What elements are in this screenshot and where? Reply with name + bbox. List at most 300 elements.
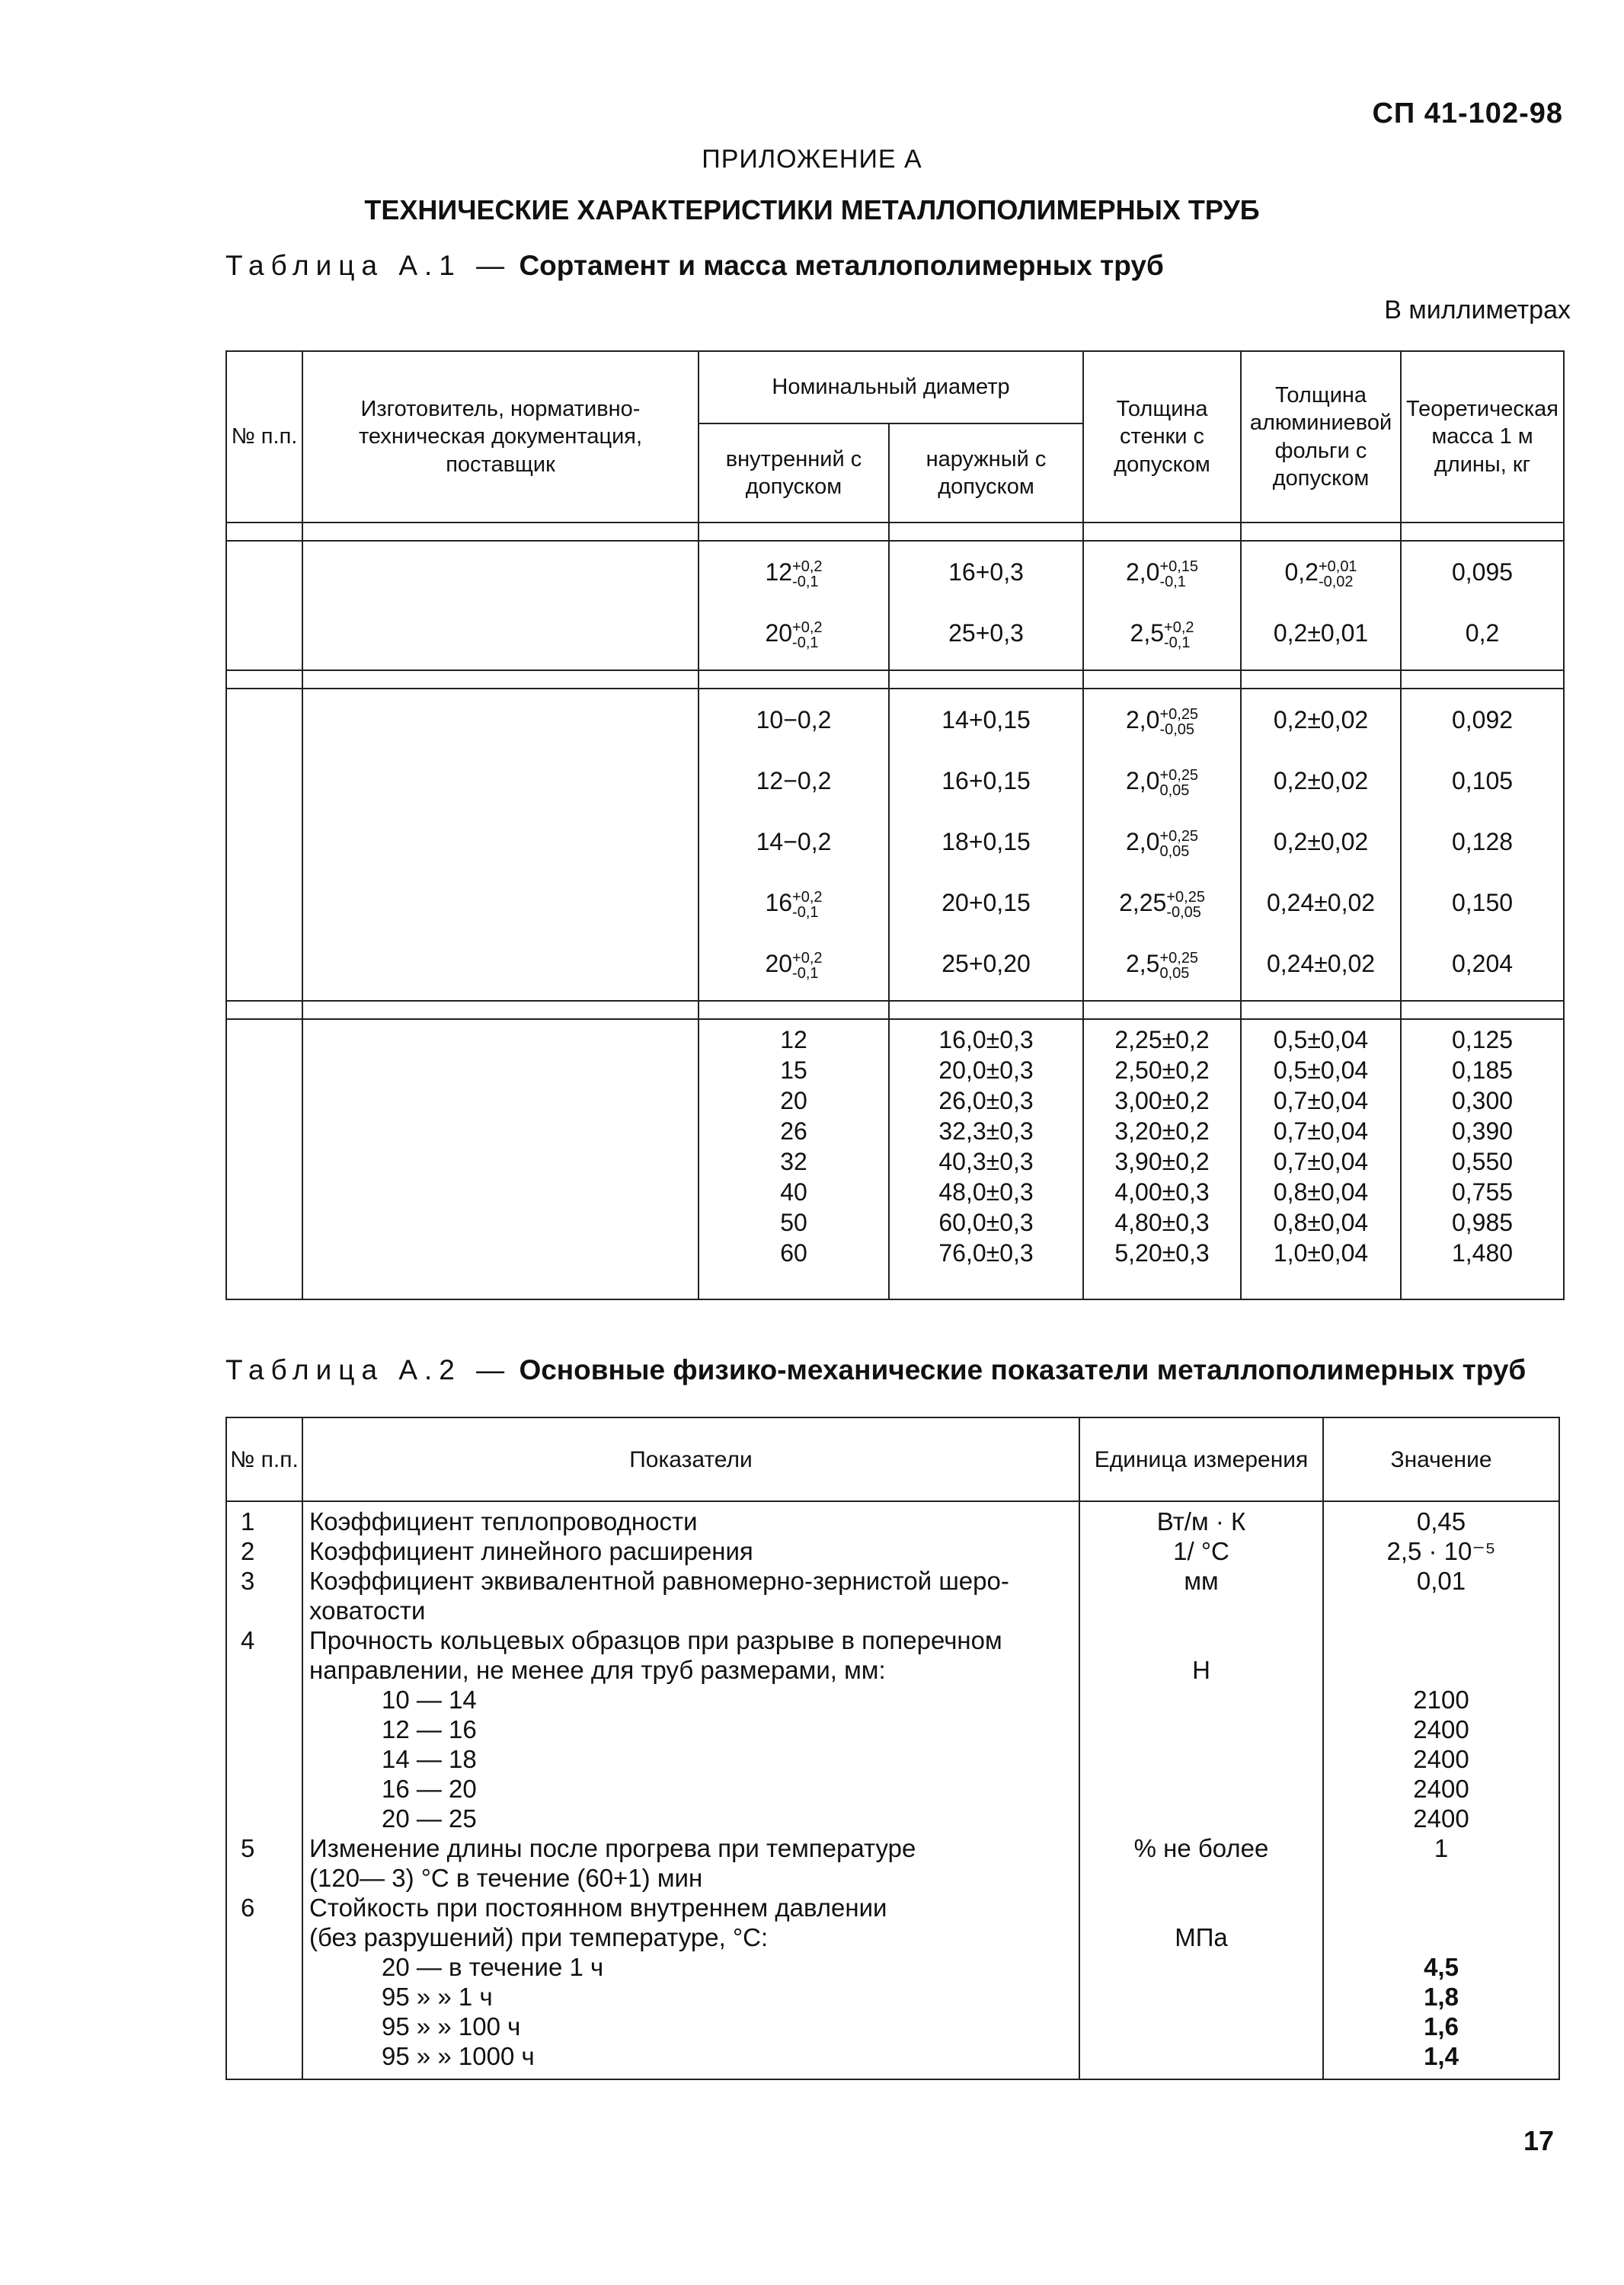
wall-tol-upper: +0,25 — [1159, 949, 1199, 967]
indicator-subitem: 95 » » 100 ч — [382, 2012, 521, 2041]
group-num — [226, 541, 302, 670]
outer-value — [890, 1085, 1082, 1116]
unit-text: мм — [1184, 1567, 1219, 1595]
value-text: 2400 — [1413, 1804, 1469, 1833]
group-num — [226, 1019, 302, 1299]
wall-value — [1084, 602, 1240, 663]
wall-value — [1084, 1177, 1240, 1207]
t2-col-num — [226, 1501, 302, 2079]
outer-value — [890, 1207, 1082, 1238]
value-text: 1,8 — [1424, 1983, 1459, 2011]
indicator-text: направлении, не менее для труб размерами, мм: — [309, 1656, 886, 1684]
outer-base: 16,0±0,3 — [938, 1026, 1034, 1053]
wall-base: 4,80±0,3 — [1114, 1209, 1210, 1236]
indicator-subitem: 14 — 18 — [382, 1745, 477, 1773]
foil-base: 0,8±0,04 — [1273, 1178, 1369, 1206]
inner-tolerance — [792, 559, 822, 590]
outer-base: 16+0,3 — [948, 558, 1024, 586]
col-inner — [699, 1019, 889, 1299]
inner-value — [699, 1238, 888, 1268]
outer-value — [890, 872, 1082, 933]
mass-base: 1,480 — [1451, 1239, 1514, 1267]
outer-value — [890, 933, 1082, 994]
unit-text — [1080, 1774, 1322, 1804]
col-outer — [889, 689, 1083, 1001]
inner-value — [699, 542, 888, 602]
header-outer: наружный с допуском — [889, 423, 1083, 523]
unit-text — [1080, 1982, 1322, 2012]
wall-tol-upper: +0,25 — [1159, 766, 1199, 784]
wall-base: 2,25±0,2 — [1114, 1026, 1210, 1053]
row-num — [241, 1685, 302, 1715]
mass-value — [1402, 1055, 1563, 1085]
mass-base: 0,150 — [1451, 889, 1514, 916]
unit-text — [1080, 1596, 1322, 1625]
mass-value — [1402, 1116, 1563, 1146]
outer-base: 76,0±0,3 — [938, 1239, 1034, 1267]
wall-value — [1084, 542, 1240, 602]
inner-tol-lower: -0,1 — [792, 573, 819, 590]
page-title: ТЕХНИЧЕСКИЕ ХАРАКТЕРИСТИКИ МЕТАЛЛОПОЛИМЕРНЫХ ТРУБ — [364, 194, 1260, 225]
value-text — [1324, 1625, 1558, 1655]
outer-value — [890, 689, 1082, 750]
unit-text — [1080, 1744, 1322, 1774]
t2-header-num: № п.п. — [226, 1417, 302, 1501]
outer-base: 48,0±0,3 — [938, 1178, 1034, 1206]
wall-value — [1084, 1238, 1240, 1268]
indicator-subitem: 12 — 16 — [382, 1715, 477, 1743]
mass-base: 0,550 — [1451, 1148, 1514, 1175]
indicator-subitem: 20 — в течение 1 ч — [382, 1953, 604, 1981]
indicator-text: Коэффициент эквивалентной равномерно-зернистой шеро- — [309, 1567, 1009, 1595]
table-row — [226, 541, 1564, 670]
mass-value — [1402, 1024, 1563, 1055]
inner-base: 12 — [765, 558, 793, 586]
indicator-subitem: 95 » » 1000 ч — [382, 2042, 535, 2070]
inner-tolerance — [792, 620, 822, 650]
inner-base: 10−0,2 — [756, 706, 832, 733]
value-text: 2400 — [1413, 1745, 1469, 1773]
header-maker: Изготовитель, нормативно-техническая документация, поставщик — [302, 351, 699, 523]
row-num — [241, 1863, 302, 1893]
foil-value — [1242, 750, 1400, 811]
wall-value — [1084, 1146, 1240, 1177]
t2-header-value: Значение — [1323, 1417, 1559, 1501]
inner-base: 12−0,2 — [756, 767, 832, 794]
wall-tolerance — [1159, 768, 1198, 798]
foil-value — [1242, 933, 1400, 994]
wall-tol-lower: 0,05 — [1159, 842, 1190, 860]
outer-base: 20,0±0,3 — [938, 1056, 1034, 1084]
outer-base: 60,0±0,3 — [938, 1209, 1034, 1236]
mass-base: 0,185 — [1451, 1056, 1514, 1084]
wall-base: 3,00±0,2 — [1114, 1087, 1210, 1114]
wall-base: 2,0 — [1125, 828, 1160, 855]
inner-base: 60 — [780, 1239, 807, 1267]
mass-base: 0,300 — [1451, 1087, 1514, 1114]
outer-base: 16+0,15 — [941, 767, 1031, 794]
wall-base: 2,0 — [1125, 767, 1160, 794]
foil-value — [1242, 1238, 1400, 1268]
inner-value — [699, 1116, 888, 1146]
row-num: 1 — [241, 1507, 255, 1536]
t2-header-unit: Единица измерения — [1079, 1417, 1323, 1501]
foil-tol-lower: -0,02 — [1318, 573, 1354, 590]
wall-base: 4,00±0,3 — [1114, 1178, 1210, 1206]
outer-base: 18+0,15 — [941, 828, 1031, 855]
mass-value — [1402, 542, 1563, 602]
foil-value — [1242, 1024, 1400, 1055]
group-maker — [302, 689, 699, 1001]
value-text — [1324, 1655, 1558, 1685]
row-num: 4 — [241, 1626, 255, 1654]
row-num — [241, 1744, 302, 1774]
inner-value — [699, 750, 888, 811]
wall-tol-upper: +0,15 — [1159, 558, 1199, 575]
col-wall — [1083, 689, 1241, 1001]
wall-value — [1084, 1055, 1240, 1085]
value-text: 1 — [1434, 1834, 1449, 1862]
unit-text — [1080, 2012, 1322, 2041]
outer-value — [890, 542, 1082, 602]
col-wall — [1083, 1019, 1241, 1299]
inner-tol-lower: -0,1 — [792, 634, 819, 651]
unit-text — [1080, 1804, 1322, 1833]
outer-base: 25+0,3 — [948, 619, 1024, 647]
header-nominal-diameter: Номинальный диаметр — [699, 351, 1083, 423]
appendix-heading: ПРИЛОЖЕНИЕ А — [702, 145, 922, 174]
table-row — [226, 1019, 1564, 1299]
unit-text — [1080, 1715, 1322, 1744]
mass-value — [1402, 933, 1563, 994]
wall-base: 2,0 — [1125, 706, 1160, 733]
wall-tol-lower: 0,05 — [1159, 781, 1190, 799]
table1-caption-title: Сортамент и масса металлополимерных труб — [519, 250, 1164, 281]
col-foil — [1241, 541, 1401, 670]
value-text: 2400 — [1413, 1775, 1469, 1803]
value-text — [1324, 1596, 1558, 1625]
foil-value — [1242, 1177, 1400, 1207]
wall-base: 3,90±0,2 — [1114, 1148, 1210, 1175]
value-text: 1,4 — [1424, 2042, 1459, 2070]
wall-value — [1084, 811, 1240, 872]
inner-value — [699, 1146, 888, 1177]
wall-tolerance — [1159, 829, 1198, 859]
mass-value — [1402, 872, 1563, 933]
value-text: 2,5 · 10⁻⁵ — [1386, 1537, 1496, 1565]
inner-value — [699, 1055, 888, 1085]
row-num: 6 — [241, 1894, 255, 1922]
foil-base: 0,5±0,04 — [1273, 1056, 1369, 1084]
inner-tolerance — [792, 951, 822, 981]
unit-text: Вт/м · К — [1156, 1507, 1246, 1536]
table-row — [226, 689, 1564, 1001]
row-num — [241, 1804, 302, 1833]
foil-base: 0,2 — [1284, 558, 1319, 586]
indicator-text: Прочность кольцевых образцов при разрыве в поперечном — [309, 1626, 1002, 1654]
wall-base: 3,20±0,2 — [1114, 1117, 1210, 1145]
col-inner — [699, 689, 889, 1001]
inner-tol-lower: -0,1 — [792, 964, 819, 982]
wall-value — [1084, 689, 1240, 750]
wall-value — [1084, 1116, 1240, 1146]
foil-base: 0,2±0,01 — [1273, 619, 1369, 647]
inner-base: 12 — [780, 1026, 807, 1053]
foil-value — [1242, 1207, 1400, 1238]
row-num: 5 — [241, 1834, 255, 1862]
unit-text — [1080, 1685, 1322, 1715]
value-text: 2100 — [1413, 1686, 1469, 1714]
foil-base: 0,24±0,02 — [1266, 950, 1376, 977]
outer-base: 25+0,20 — [941, 950, 1031, 977]
table1-caption — [225, 250, 1164, 282]
foil-base: 0,2±0,02 — [1273, 767, 1369, 794]
row-num — [241, 2041, 302, 2071]
indicator-text: Коэффициент линейного расширения — [309, 1537, 753, 1565]
outer-base: 40,3±0,3 — [938, 1148, 1034, 1175]
inner-base: 32 — [780, 1148, 807, 1175]
wall-tol-lower: -0,1 — [1164, 634, 1191, 651]
foil-base: 0,7±0,04 — [1273, 1148, 1369, 1175]
col-inner — [699, 541, 889, 670]
mass-base: 0,105 — [1451, 767, 1514, 794]
mass-base: 0,125 — [1451, 1026, 1514, 1053]
col-outer — [889, 1019, 1083, 1299]
inner-base: 50 — [780, 1209, 807, 1236]
wall-tol-lower: -0,05 — [1159, 721, 1195, 738]
header-num: № п.п. — [226, 351, 302, 523]
inner-base: 16 — [765, 889, 793, 916]
inner-value — [699, 689, 888, 750]
inner-value — [699, 1085, 888, 1116]
foil-base: 0,2±0,02 — [1273, 828, 1369, 855]
mass-base: 0,128 — [1451, 828, 1514, 855]
foil-value — [1242, 1085, 1400, 1116]
indicator-text: Коэффициент теплопроводности — [309, 1507, 698, 1536]
row-num — [241, 1982, 302, 2012]
header-mass: Теоретическая масса 1 м длины, кг — [1401, 351, 1564, 523]
row-num — [241, 1715, 302, 1744]
table1-caption-label: Таблица А.1 — — [225, 250, 512, 281]
t2-col-unit — [1079, 1501, 1323, 2079]
mass-value — [1402, 811, 1563, 872]
t2-col-indicator — [302, 1501, 1079, 2079]
inner-tolerance — [792, 890, 822, 920]
document-code: СП 41-102-98 — [1372, 97, 1563, 129]
mass-value — [1402, 1085, 1563, 1116]
inner-value — [699, 872, 888, 933]
wall-value — [1084, 1024, 1240, 1055]
wall-tol-upper: +0,25 — [1159, 827, 1199, 845]
value-text: 4,5 — [1424, 1953, 1459, 1981]
col-outer — [889, 541, 1083, 670]
row-num — [241, 1952, 302, 1982]
row-num — [241, 1596, 302, 1625]
outer-base: 14+0,15 — [941, 706, 1031, 733]
wall-tolerance — [1166, 890, 1205, 920]
wall-tolerance — [1164, 620, 1194, 650]
outer-value — [890, 1055, 1082, 1085]
mass-value — [1402, 602, 1563, 663]
foil-value — [1242, 1146, 1400, 1177]
row-num: 2 — [241, 1537, 255, 1565]
wall-value — [1084, 872, 1240, 933]
wall-tol-upper: +0,25 — [1166, 888, 1205, 906]
unit-text — [1080, 1863, 1322, 1893]
value-text — [1324, 1863, 1558, 1893]
outer-base: 20+0,15 — [941, 889, 1031, 916]
table-physical-mechanical — [225, 1417, 1560, 2080]
table1-units: В миллиметрах — [1384, 296, 1571, 324]
t2-header-indicator: Показатели — [302, 1417, 1079, 1501]
mass-value — [1402, 1146, 1563, 1177]
inner-value — [699, 933, 888, 994]
col-mass — [1401, 689, 1564, 1001]
mass-base: 0,2 — [1465, 619, 1500, 647]
mass-value — [1402, 1177, 1563, 1207]
row-num — [241, 1655, 302, 1685]
wall-value — [1084, 1085, 1240, 1116]
wall-value — [1084, 933, 1240, 994]
foil-base: 0,5±0,04 — [1273, 1026, 1369, 1053]
mass-base: 0,092 — [1451, 706, 1514, 733]
outer-value — [890, 602, 1082, 663]
outer-value — [890, 1238, 1082, 1268]
unit-text: 1/ °С — [1173, 1537, 1229, 1565]
col-wall — [1083, 541, 1241, 670]
unit-text — [1080, 2041, 1322, 2071]
wall-base: 5,20±0,3 — [1114, 1239, 1210, 1267]
wall-base: 2,0 — [1125, 558, 1160, 586]
foil-base: 1,0±0,04 — [1273, 1239, 1369, 1267]
foil-base: 0,7±0,04 — [1273, 1087, 1369, 1114]
inner-value — [699, 1177, 888, 1207]
col-mass — [1401, 1019, 1564, 1299]
inner-tol-upper: +0,2 — [792, 558, 823, 575]
row-num — [241, 1774, 302, 1804]
foil-tolerance — [1319, 559, 1357, 590]
group-maker — [302, 1019, 699, 1299]
wall-tolerance — [1159, 951, 1198, 981]
inner-tol-upper: +0,2 — [792, 618, 823, 636]
value-text: 0,45 — [1416, 1507, 1466, 1536]
inner-tol-upper: +0,2 — [792, 888, 823, 906]
unit-text — [1080, 1893, 1322, 1922]
row-num — [241, 1922, 302, 1952]
mass-base: 0,985 — [1451, 1209, 1514, 1236]
outer-value — [890, 811, 1082, 872]
indicator-subitem: 16 — 20 — [382, 1775, 477, 1803]
row-num — [241, 2012, 302, 2041]
col-foil — [1241, 689, 1401, 1001]
mass-base: 0,095 — [1451, 558, 1514, 586]
value-text — [1324, 1922, 1558, 1952]
wall-tol-lower: -0,1 — [1159, 573, 1186, 590]
foil-value — [1242, 1116, 1400, 1146]
indicator-subitem: 95 » » 1 ч — [382, 1983, 493, 2011]
mass-base: 0,390 — [1451, 1117, 1514, 1145]
value-text: 1,6 — [1424, 2012, 1459, 2041]
inner-tol-lower: -0,1 — [792, 903, 819, 921]
outer-value — [890, 1116, 1082, 1146]
wall-tol-lower: 0,05 — [1159, 964, 1190, 982]
inner-base: 26 — [780, 1117, 807, 1145]
foil-base: 0,24±0,02 — [1266, 889, 1376, 916]
value-text — [1324, 1893, 1558, 1922]
row-num: 3 — [241, 1567, 255, 1595]
outer-value — [890, 1146, 1082, 1177]
inner-value — [699, 1207, 888, 1238]
t2-col-value — [1323, 1501, 1559, 2079]
foil-base: 0,7±0,04 — [1273, 1117, 1369, 1145]
inner-value — [699, 811, 888, 872]
outer-value — [890, 1024, 1082, 1055]
wall-tol-upper: +0,2 — [1164, 618, 1194, 636]
wall-value — [1084, 750, 1240, 811]
header-foil: Толщина алюминиевой фольги с допуском — [1241, 351, 1401, 523]
value-text: 2400 — [1413, 1715, 1469, 1743]
foil-value — [1242, 1055, 1400, 1085]
indicator-subitem: 20 — 25 — [382, 1804, 477, 1833]
unit-text: Н — [1192, 1656, 1210, 1684]
inner-base: 40 — [780, 1178, 807, 1206]
foil-base: 0,2±0,02 — [1273, 706, 1369, 733]
foil-value — [1242, 689, 1400, 750]
foil-value — [1242, 811, 1400, 872]
col-foil — [1241, 1019, 1401, 1299]
col-mass — [1401, 541, 1564, 670]
foil-base: 0,8±0,04 — [1273, 1209, 1369, 1236]
foil-value — [1242, 602, 1400, 663]
mass-value — [1402, 1238, 1563, 1268]
wall-tol-lower: -0,05 — [1166, 903, 1201, 921]
inner-base: 20 — [765, 619, 793, 647]
wall-tolerance — [1159, 559, 1198, 590]
inner-value — [699, 1024, 888, 1055]
outer-value — [890, 750, 1082, 811]
indicator-text: (без разрушений) при температуре, °С: — [309, 1923, 769, 1951]
indicator-text: Изменение длины после прогрева при температуре — [309, 1834, 916, 1862]
table-assortment — [225, 350, 1565, 1300]
indicator-text: (120— 3) °С в течение (60+1) мин — [309, 1864, 703, 1892]
unit-text — [1080, 1625, 1322, 1655]
inner-base: 20 — [765, 950, 793, 977]
header-wall: Толщина стенки с допуском — [1083, 351, 1241, 523]
wall-base: 2,25 — [1119, 889, 1167, 916]
wall-tol-upper: +0,25 — [1159, 705, 1199, 723]
indicator-text: Стойкость при постоянном внутреннем давлении — [309, 1894, 887, 1922]
wall-tolerance — [1159, 707, 1198, 737]
indicator-text: ховатости — [309, 1596, 426, 1625]
inner-base: 20 — [780, 1087, 807, 1114]
indicator-subitem: 10 — 14 — [382, 1686, 477, 1714]
inner-value — [699, 602, 888, 663]
table2-caption-title: Основные физико-механические показатели металлополимерных труб — [519, 1354, 1526, 1385]
mass-value — [1402, 689, 1563, 750]
outer-base: 26,0±0,3 — [938, 1087, 1034, 1114]
mass-base: 0,204 — [1451, 950, 1514, 977]
wall-base: 2,50±0,2 — [1114, 1056, 1210, 1084]
page-number: 17 — [1523, 2125, 1554, 2156]
group-maker — [302, 541, 699, 670]
foil-value — [1242, 872, 1400, 933]
mass-value — [1402, 1207, 1563, 1238]
unit-text: % не более — [1133, 1834, 1269, 1862]
inner-tol-upper: +0,2 — [792, 949, 823, 967]
inner-base: 15 — [780, 1056, 807, 1084]
mass-base: 0,755 — [1451, 1178, 1514, 1206]
wall-base: 2,5 — [1130, 619, 1165, 647]
